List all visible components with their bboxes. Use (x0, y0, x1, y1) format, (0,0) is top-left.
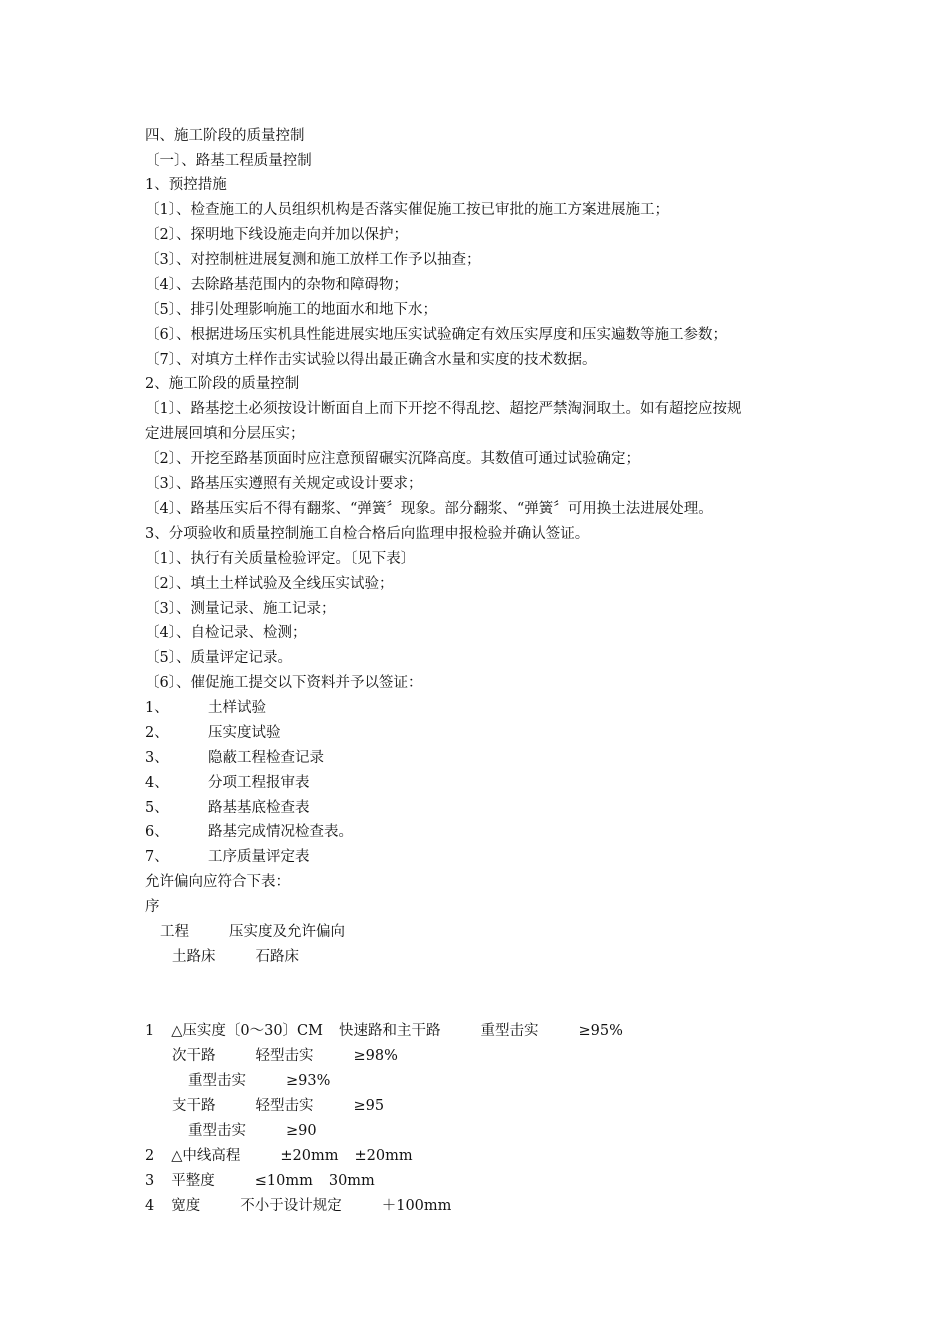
table-row: 2 △中线高程 ±20mm ±20mm (145, 1148, 413, 1164)
table-row: 重型击实 ≥93% (188, 1073, 331, 1089)
table-header-compaction: 压实度及允许偏向 (229, 924, 345, 940)
item-heading: 2、施工阶段的质量控制 (145, 376, 300, 392)
table-header-stone: 石路床 (255, 949, 299, 965)
list-item: 〔3〕、对控制桩进展复测和施工放样工作予以抽查； (145, 252, 481, 268)
numbered-item: 4、 分项工程报审表 (145, 775, 310, 791)
table-row: 支干路 轻型击实 ≥95 (172, 1098, 385, 1114)
table-subheader-row (172, 946, 299, 968)
table-header-row (160, 921, 345, 943)
list-item: 〔1〕、检查施工的人员组织机构是否落实催促施工按已审批的施工方案进展施工； (145, 202, 669, 218)
list-item: 〔7〕、对填方土样作击实试验以得出最正确含水量和实度的技术数据。 (145, 352, 597, 368)
table-row: 次干路 轻型击实 ≥98% (172, 1048, 398, 1064)
numbered-item: 1、 土样试验 (145, 700, 266, 716)
numbered-item: 2、 压实度试验 (145, 725, 281, 741)
list-item: 〔5〕、排引处理影响施工的地面水和地下水； (145, 302, 437, 318)
table-row: 重型击实 ≥90 (188, 1123, 317, 1139)
list-item: 〔4〕、去除路基范围内的杂物和障碍物； (145, 277, 408, 293)
table-header-soil: 土路床 (172, 949, 216, 965)
list-item: 〔4〕、路基压实后不得有翻浆、“弹簧〞现象。部分翻浆、“弹簧〞可用换土法进展处理。 (145, 501, 713, 517)
list-item: 〔6〕、根据进场压实机具性能进展实地压实试验确定有效压实厚度和压实遍数等施工参数； (145, 327, 727, 343)
list-item: 〔4〕、自检记录、检测； (145, 625, 307, 641)
item-heading: 1、预控措施 (145, 177, 227, 193)
numbered-item: 6、 路基完成情况检查表。 (145, 824, 353, 840)
list-item: 〔2〕、探明地下线设施走向并加以保护； (145, 227, 408, 243)
item-heading: 3、分项验收和质量控制施工自检合格后向监理申报检验并确认签证。 (145, 526, 590, 542)
list-item: 〔3〕、路基压实遵照有关规定或设计要求； (145, 476, 423, 492)
list-item: 〔3〕、测量记录、施工记录； (145, 601, 336, 617)
list-item-continued: 定进展回填和分层压实； (145, 426, 305, 442)
list-item: 〔5〕、质量评定记录。 (145, 650, 292, 666)
list-item: 〔2〕、开挖至路基顶面时应注意预留碾实沉降高度。其数值可通过试验确定； (145, 451, 640, 467)
numbered-item: 3、 隐蔽工程检查记录 (145, 750, 324, 766)
list-item: 〔2〕、填土土样试验及全线压实试验； (145, 576, 394, 592)
table-header-item: 工程 (160, 924, 189, 940)
numbered-item: 5、 路基基底检查表 (145, 800, 310, 816)
table-row: 3 平整度 ≤10mm 30mm (145, 1173, 375, 1189)
list-item: 〔1〕、执行有关质量检验评定。〔见下表〕 (145, 551, 416, 567)
numbered-item: 7、 工序质量评定表 (145, 849, 310, 865)
list-item: 〔1〕、路基挖土必须按设计断面自上而下开挖不得乱挖、超挖严禁淘洞取土。如有超挖应按规 (145, 401, 742, 417)
table-row: 4 宽度 不小于设计规定 ＋100mm (145, 1198, 452, 1214)
section-heading: 四、施工阶段的质量控制 (145, 128, 305, 144)
list-item: 〔6〕、催促施工提交以下资料并予以签证： (145, 675, 423, 691)
table-row: 1 △压实度〔0～30〕CM 快速路和主干路 重型击实 ≥95% (145, 1023, 623, 1039)
subsection-heading: 〔一〕、路基工程质量控制 (145, 153, 312, 169)
table-header-seq: 序 (145, 899, 160, 915)
tolerance-intro: 允许偏向应符合下表： (145, 874, 290, 890)
